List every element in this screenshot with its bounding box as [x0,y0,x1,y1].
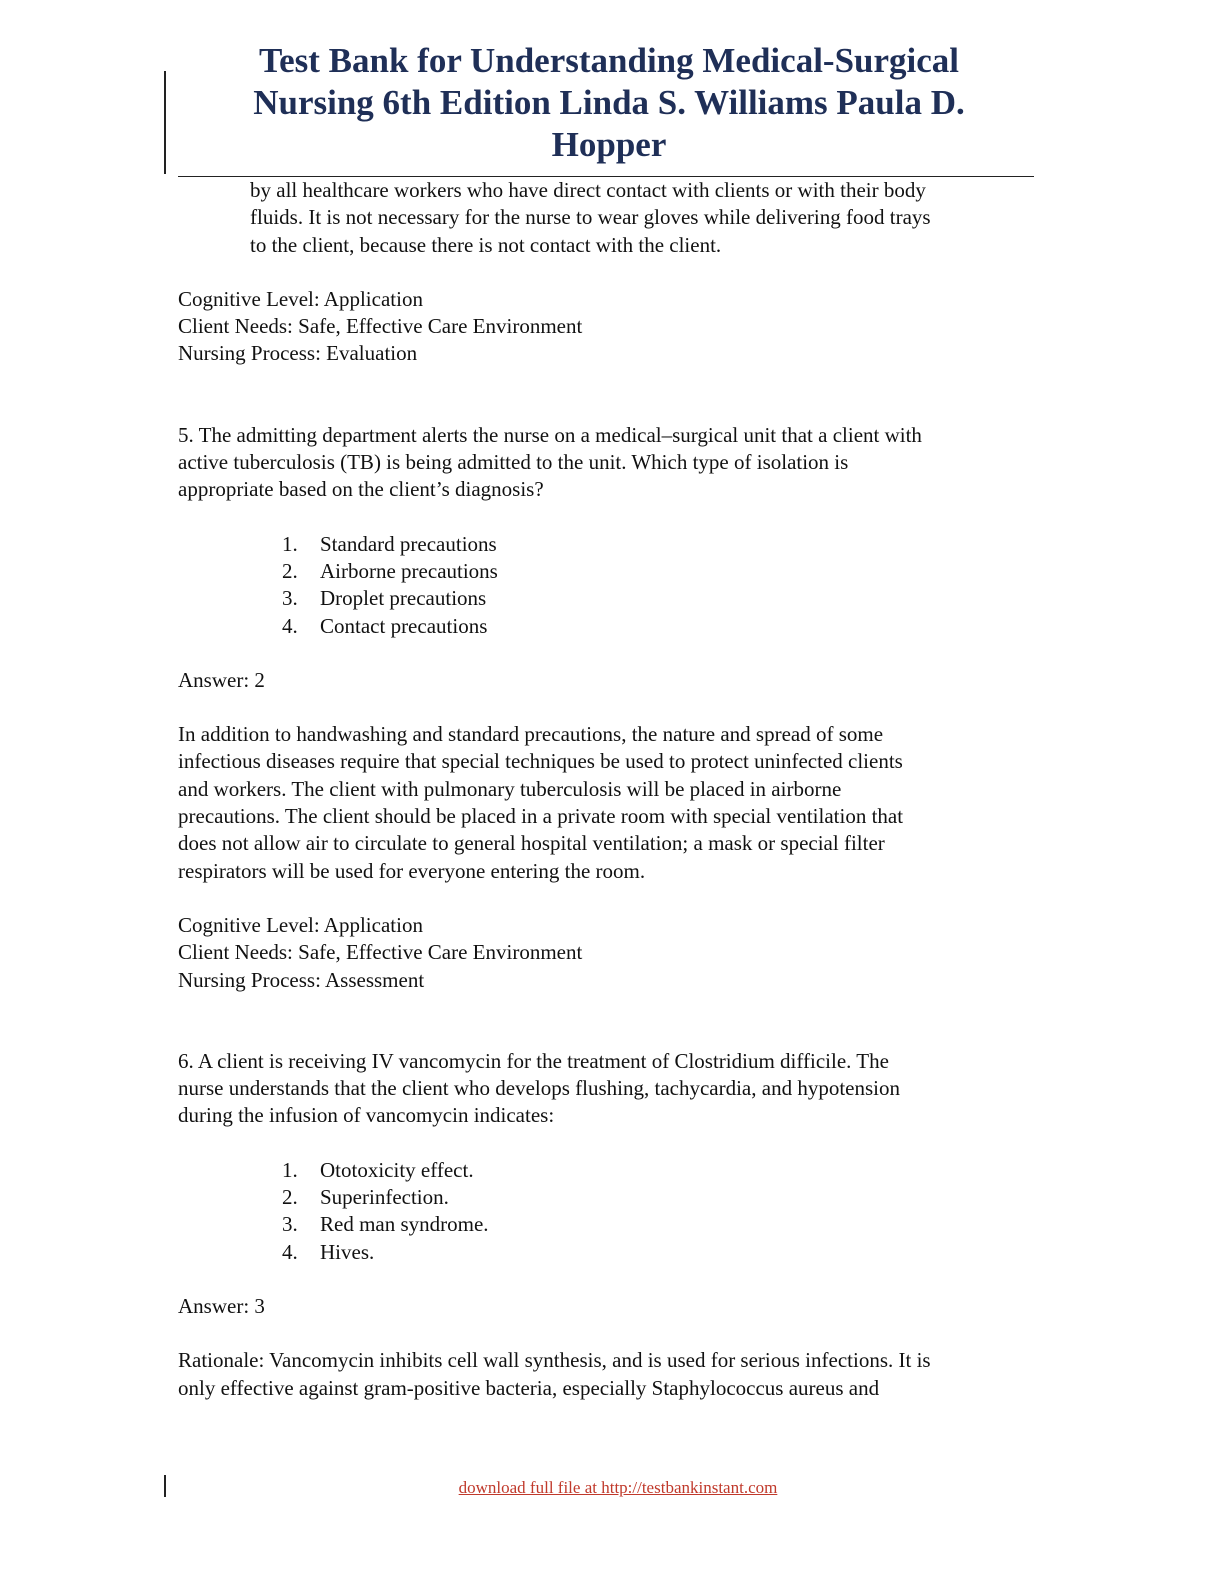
option-item: 3. Droplet precautions [282,585,1038,612]
option-text: Contact precautions [320,613,488,638]
question-5 [178,422,1038,994]
question-6-answer: Answer: 3 [178,1293,265,1318]
option-item: 1. Standard precautions [282,531,1038,558]
question-6-stem [178,1048,1038,1130]
text-line: infectious diseases require that special techniques be used to protect uninfected clients [178,749,903,774]
option-text: Hives. [320,1239,375,1264]
text-line: nurse understands that the client who develops flushing, tachycardia, and hypotension [178,1076,900,1101]
option-text: Red man syndrome. [320,1212,489,1237]
option-text: Airborne precautions [320,558,498,583]
option-item: 3. Red man syndrome. [282,1211,1038,1238]
question-5-rationale [178,721,1038,885]
nursing-process: Nursing Process: Assessment [178,967,425,992]
client-needs: Client Needs: Safe, Effective Care Environment [178,940,583,965]
text-line: by all healthcare workers who have direct contact with clients or with their body [250,178,926,202]
text-line: appropriate based on the client’s diagnosis? [178,477,544,502]
question-5-stem [178,422,1038,504]
document-title [178,40,1034,166]
question-4-meta [178,286,1038,368]
margin-bar-top [164,71,166,174]
option-text: Droplet precautions [320,586,487,611]
text-line: 6. A client is receiving IV vancomycin for the treatment of Clostridium difficile. The [178,1048,889,1073]
option-text: Superinfection. [320,1185,449,1210]
option-text: Standard precautions [320,531,497,556]
text-line: does not allow air to circulate to general hospital ventilation; a mask or special filter [178,831,885,856]
option-text: Ototoxicity effect. [320,1157,474,1182]
client-needs: Client Needs: Safe, Effective Care Environment [178,314,583,339]
title-line-1: Test Bank for Understanding Medical-Surgical [258,41,960,80]
nursing-process: Nursing Process: Evaluation [178,341,418,366]
cognitive-level: Cognitive Level: Application [178,286,423,311]
question-6 [178,1048,1038,1402]
text-line: In addition to handwashing and standard precautions, the nature and spread of some [178,722,884,747]
text-line: and workers. The client with pulmonary tuberculosis will be placed in airborne [178,776,842,801]
page-header [178,40,1034,177]
question-5-options [178,531,1038,640]
page-footer [0,1478,1224,1498]
text-line: Rationale: Vancomycin inhibits cell wall synthesis, and is used for serious infections. It is [178,1348,931,1373]
question-5-meta [178,912,1038,994]
option-item: 1. Ototoxicity effect. [282,1157,1038,1184]
title-line-3: Hopper [551,125,667,164]
text-line: active tuberculosis (TB) is being admitted to the unit. Which type of isolation is [178,450,849,475]
cognitive-level: Cognitive Level: Application [178,912,423,937]
title-line-2: Nursing 6th Edition Linda S. Williams Paula D. [253,83,965,122]
download-link[interactable]: download full file at http://testbankinstant.com [458,1478,778,1497]
option-item: 4. Contact precautions [282,613,1038,640]
text-line: respirators will be used for everyone entering the room. [178,858,646,883]
text-line: precautions. The client should be placed in a private room with special ventilation that [178,804,904,829]
question-6-rationale [178,1347,1038,1402]
previous-rationale-continuation [178,177,1038,259]
text-line: to the client, because there is not contact with the client. [250,232,722,257]
text-line: only effective against gram-positive bacteria, especially Staphylococcus aureus and [178,1375,880,1400]
text-line: 5. The admitting department alerts the nurse on a medical–surgical unit that a client with [178,422,922,447]
option-item: 4. Hives. [282,1239,1038,1266]
question-5-answer: Answer: 2 [178,667,265,692]
page-content [178,177,1038,1402]
text-line: during the infusion of vancomycin indicates: [178,1103,555,1128]
text-line: fluids. It is not necessary for the nurse to wear gloves while delivering food trays [250,205,931,230]
question-6-options [178,1157,1038,1266]
option-item: 2. Airborne precautions [282,558,1038,585]
option-item: 2. Superinfection. [282,1184,1038,1211]
